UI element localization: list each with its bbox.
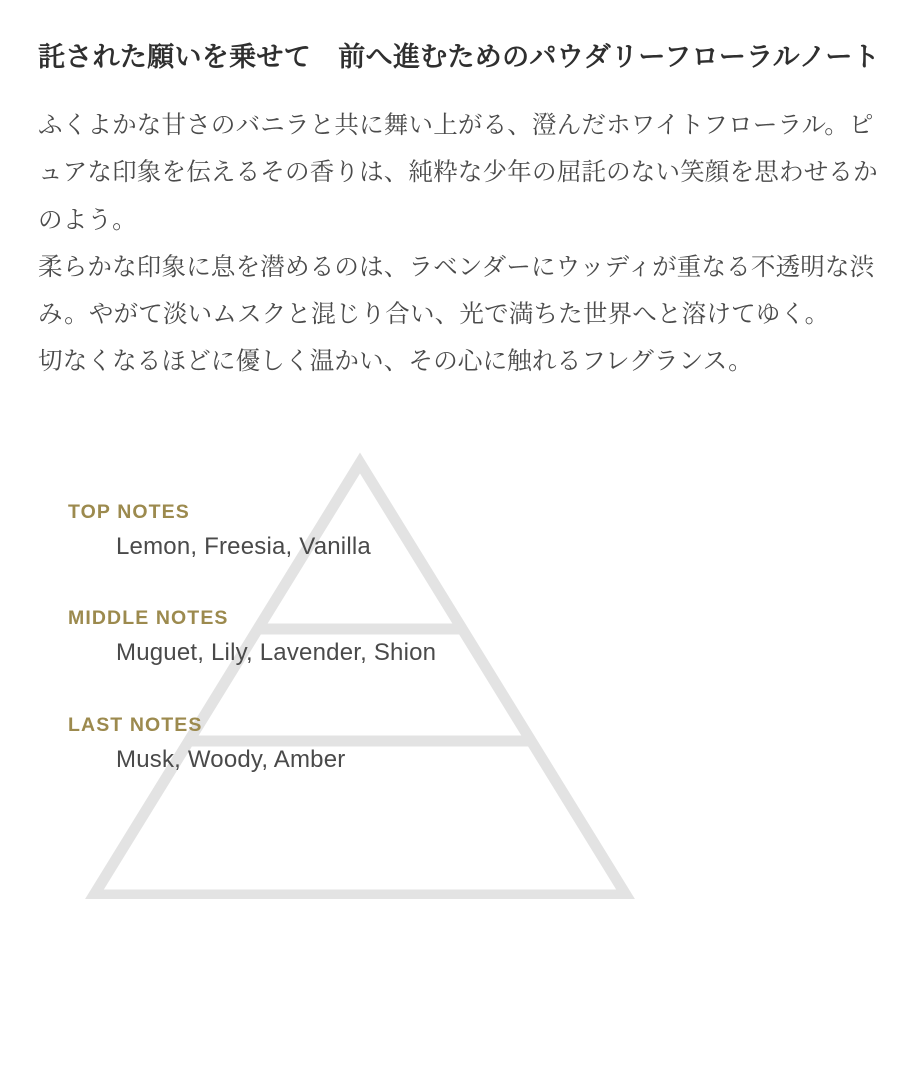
note-group-last [38,714,881,777]
note-title-last: LAST NOTES [68,713,203,736]
note-value-last: Musk, Woody, Amber [116,745,346,773]
body-paragraph-3: 切なくなるほどに優しく温かい、その心に触れるフレグランス。 [38,347,753,375]
note-value-middle: Muguet, Lily, Lavender, Shion [116,639,437,667]
note-value-top: Lemon, Freesia, Vanilla [116,532,371,560]
notes-list [38,449,881,777]
note-title-top: TOP NOTES [68,500,190,523]
fragrance-notes-section [38,449,881,919]
body-paragraph-2: 柔らかな印象に息を潜めるのは、ラベンダーにウッディが重なる不透明な渋み。やがて淡いムスクと混じり合い、光で満ちた世界へと溶けてゆく。 [38,253,875,328]
note-group-middle [38,607,881,670]
article-body [38,102,881,384]
page-title: 託された願いを乗せて 前へ進むためのパウダリーフローラルノート [38,42,880,72]
body-paragraph-1: ふくよかな甘さのバニラと共に舞い上がる、澄んだホワイトフローラル。ピュアな印象を伝えるその香りは、純粋な少年の屈託のない笑顔を思わせるかのよう。 [38,112,878,234]
note-title-middle: MIDDLE NOTES [68,607,229,630]
note-group-top [38,501,881,564]
